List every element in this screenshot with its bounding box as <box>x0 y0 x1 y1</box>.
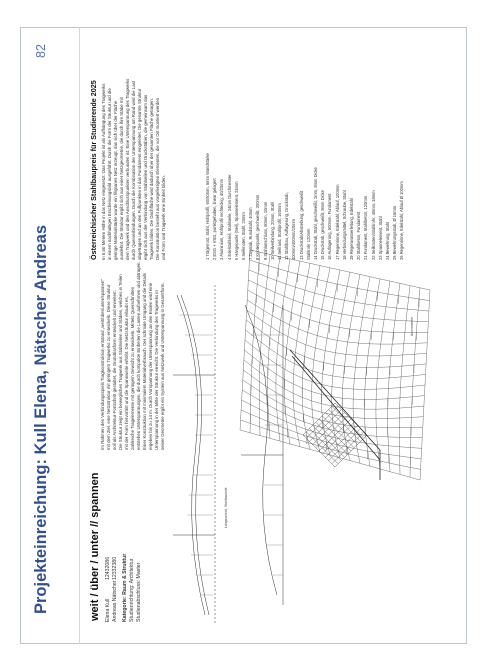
legend-item: 3 Aluminium, Hohlprofil rechteckig, 40/20mm <box>219 179 225 260</box>
legend-item: 9 Stahlanschluss, 80mm, 10mm <box>262 201 268 260</box>
category-label: Kategorie: Raum & Struktur <box>122 553 128 622</box>
degree: Studienabschluss: Master <box>136 562 142 622</box>
author-name-2: Andreas Nätscher <box>112 580 118 622</box>
legend-item: 11 Seilrand, Stahlprofil, 160mm <box>277 203 282 260</box>
net-axonometry-drawing <box>230 230 440 490</box>
page-number: 82 <box>34 44 48 58</box>
legend-item: 14 Druckstab, Stahl, geschweißt, 2mm, 8mm Dicke <box>313 167 318 260</box>
page-header-title: Projekteinreichung: Kull Elena, Nätscher Andreas <box>32 224 50 614</box>
legend-item: 10 Seilverbindung, 20mm, Stahl <box>269 201 275 260</box>
study-field: Studienrichtung: Architektur <box>129 558 135 622</box>
legend-item: 25 Bewehrungsstab, Ø 16mm <box>392 205 398 260</box>
legend-item: 5 Hängepunkt (Seil), Spannelement, 24mm <box>233 181 239 260</box>
legend-item: 400mm/400mm/20mm <box>291 219 297 260</box>
legend-item: 8 Knotenpunkt, geschweißt, 300mm <box>255 194 261 260</box>
legend-item: 17 Regenrinne, Edelstahl, Ablauf, 100mm <box>334 184 340 260</box>
caption-axon: Axonometrie <box>410 316 414 336</box>
legend-item: 26 Regenrinne, Edelstahl, Ablauf Ø 100mm <box>399 181 405 260</box>
legend-item: 7 Zugstab, Rundstahl, 40mm <box>248 207 254 260</box>
legend-item: Stahlrohr 120mm <box>305 228 311 260</box>
legend-item: 6 Seilknoten, Stahl, 20mm <box>241 212 246 260</box>
legend-item: 1 Trägerrost, Stahl, Hohlprofil, 60/60mm, 5mm Wandstärke <box>205 153 210 260</box>
legend-item: 20 Stahlbeton, Fundament <box>356 211 362 260</box>
legend-item: 22 Seilknoten/Stahlrohr, 40mm, 18mm <box>370 190 376 260</box>
legend-item: 2 ESG + VSG, punktgehalten, linear gelagert <box>212 178 218 260</box>
legend-item: 18 Verbindungsmittel, Schraube, Stahl <box>341 190 347 260</box>
author-id-1: 12432086 <box>105 556 111 580</box>
caption-section: Längsschnitt, Stahlbauteile <box>224 487 228 528</box>
section-title: Österreichischer Stahlbaupreis für Studierende 2025 <box>89 80 98 260</box>
legend-item: 21 Fundament, Stahlbeton, 120mm <box>363 195 369 260</box>
legend-item: 24 Bewehrung, Stahl <box>385 221 390 260</box>
legend-item: 23 Spannelement, Stahl <box>377 216 383 260</box>
legend-item: 15 Druckstab, geschweißt, 8mm Dicke <box>320 190 326 260</box>
legend-item: 19 Regenwasserleitung, Edelstahl <box>349 198 354 260</box>
legend-item: 16 Auflagerung, 500mm, Fundament <box>327 193 333 260</box>
legend-item: 12 Stahlbau, Auflagerung, Druckstab, <box>284 192 290 260</box>
author-id-2: 12332380 <box>112 556 118 580</box>
legend-item: 13 Druckstab/Abstrebung, geschweißt <box>298 190 304 260</box>
author-name-1: Elena Kull <box>105 598 111 622</box>
project-title: weit / über / unter // spannen <box>89 472 101 621</box>
legend-item: 4 Edelstahlseil, Stahlseile, 24mm Durchmesser <box>226 174 232 260</box>
